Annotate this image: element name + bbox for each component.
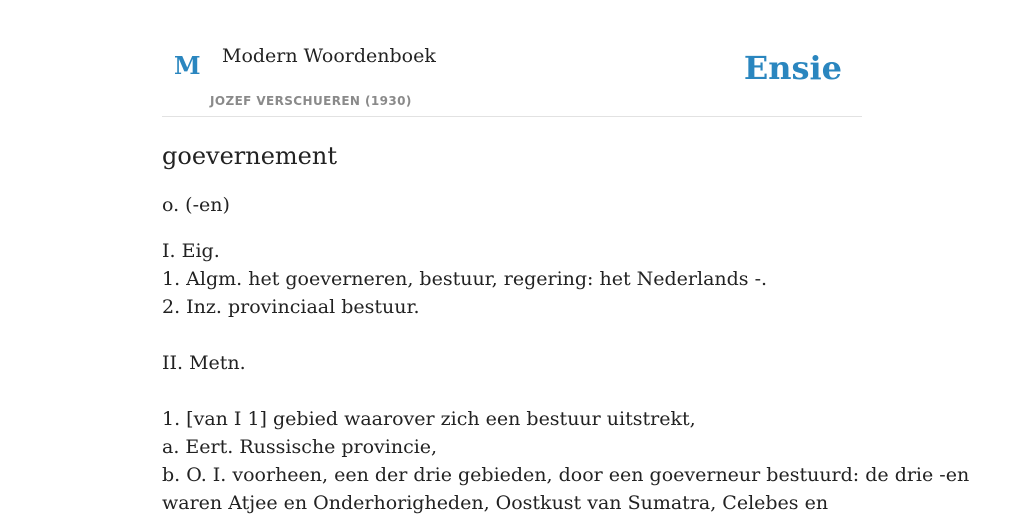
book-logo[interactable]: M <box>174 51 201 80</box>
book-author: JOZEF VERSCHUEREN (1930) <box>210 94 412 108</box>
brand-logo-link[interactable]: Ensie <box>743 49 842 87</box>
blank-line <box>162 377 862 405</box>
entry-grammar: o. (-en) <box>162 194 230 216</box>
definition-line: 1. Algm. het goeverneren, bestuur, regering: het Nederlands -. <box>162 268 768 290</box>
definition-line: 2. Inz. provinciaal bestuur. <box>162 296 420 318</box>
definition-line: 1. [van I 1] gebied waarover zich een bestuur uitstrekt, <box>162 408 696 430</box>
book-title[interactable]: Modern Woordenboek <box>222 45 436 67</box>
dictionary-entry <box>162 141 970 517</box>
definition-line: a. Eert. Russische provincie, <box>162 436 438 458</box>
entry-definition <box>162 237 970 517</box>
definition-line: I. Eig. <box>162 240 220 262</box>
entry-headword: goevernement <box>162 142 337 170</box>
blank-line <box>162 321 862 349</box>
definition-line: II. Metn. <box>162 352 246 374</box>
definition-line: b. O. I. voorheen, een der drie gebieden, door een goeverneur bestuurd: de drie -en <box>162 464 970 486</box>
book-header <box>162 0 862 117</box>
definition-line: waren Atjee en Onderhorigheden, Oostkust van Sumatra, Celebes en <box>162 492 829 514</box>
page-container <box>162 0 970 517</box>
